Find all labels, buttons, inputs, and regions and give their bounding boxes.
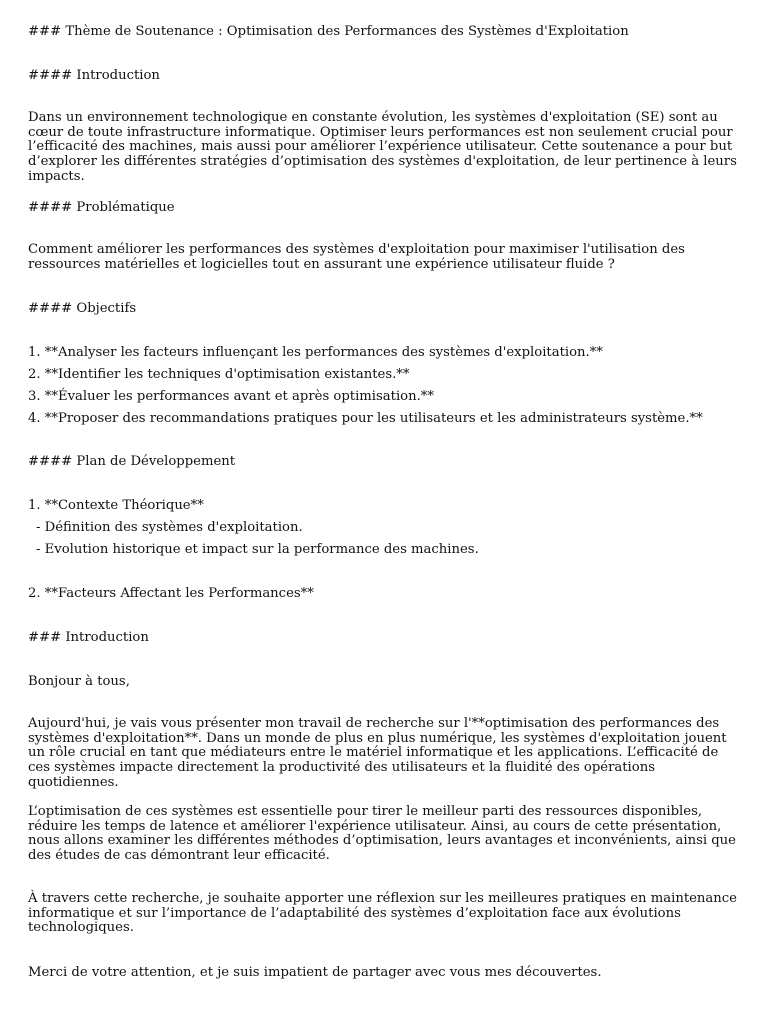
speech-heading: ### Introduction (28, 630, 149, 645)
speech-paragraph-2: L’optimisation de ces systèmes est essentielle pour tirer le meilleur parti des ressources disponibles, réduire les temps de latence et améliorer l'expérience utilisateur. Ainsi, au cours de cette présentation, nous allons examiner les différentes méthodes d’optimisation, leurs avantages et inconvénients, ainsi que des études de cas démontrant leur efficacité. (28, 804, 736, 864)
objective-item-3: 3. **Évaluer les performances avant et après optimisation.** (28, 389, 434, 404)
plan-subitem-1: - Définition des systèmes d'exploitation. (36, 520, 303, 535)
intro-paragraph: Dans un environnement technologique en constante évolution, les systèmes d'exploitation (SE) sont au cœur de toute infrastructure informatique. Optimiser leurs performances est non seulement crucial pour l’efficacité des machines, mais aussi pour améliorer l’expérience utilisateur. Cette soutenance a pour but d’explorer les différentes stratégies d’optimisation des systèmes d'exploitation, de leur pertinence à leurs impacts. (28, 110, 737, 184)
document-title: ### Thème de Soutenance : Optimisation des Performances des Systèmes d'Exploitation (28, 24, 629, 39)
intro-heading: #### Introduction (28, 68, 160, 83)
speech-paragraph-3: À travers cette recherche, je souhaite apporter une réflexion sur les meilleures pratiques en maintenance informatique et sur l’importance de l’adaptabilité des systèmes d’exploitation face aux évolutions technologiques. (28, 891, 737, 936)
plan-item-2: 2. **Facteurs Affectant les Performances** (28, 586, 314, 601)
objective-item-4: 4. **Proposer des recommandations pratiques pour les utilisateurs et les administrateurs système.** (28, 411, 703, 426)
greeting: Bonjour à tous, (28, 674, 130, 689)
closing-line: Merci de votre attention, et je suis impatient de partager avec vous mes découvertes. (28, 965, 602, 980)
plan-subitem-2: - Evolution historique et impact sur la performance des machines. (36, 542, 479, 557)
problem-heading: #### Problématique (28, 200, 175, 215)
speech-paragraph-1: Aujourd'hui, je vais vous présenter mon travail de recherche sur l'**optimisation des performances des systèmes d'exploitation**. Dans un monde de plus en plus numérique, les systèmes d'exploitation jouent un rôle crucial en tant que médiateurs entre le matériel informatique et les applications. L’efficacité de ces systèmes impacte directement la productivité des utilisateurs et la fluidité des opérations quotidiennes. (28, 716, 727, 790)
objective-item-1: 1. **Analyser les facteurs influençant les performances des systèmes d'exploitation.** (28, 345, 603, 360)
plan-heading: #### Plan de Développement (28, 454, 236, 469)
problem-paragraph: Comment améliorer les performances des systèmes d'exploitation pour maximiser l'utilisation des ressources matérielles et logicielles tout en assurant une expérience utilisateur fluide ? (28, 242, 685, 272)
plan-item-1: 1. **Contexte Théorique** (28, 498, 204, 513)
objective-item-2: 2. **Identifier les techniques d'optimisation existantes.** (28, 367, 410, 382)
objectives-heading: #### Objectifs (28, 301, 137, 316)
